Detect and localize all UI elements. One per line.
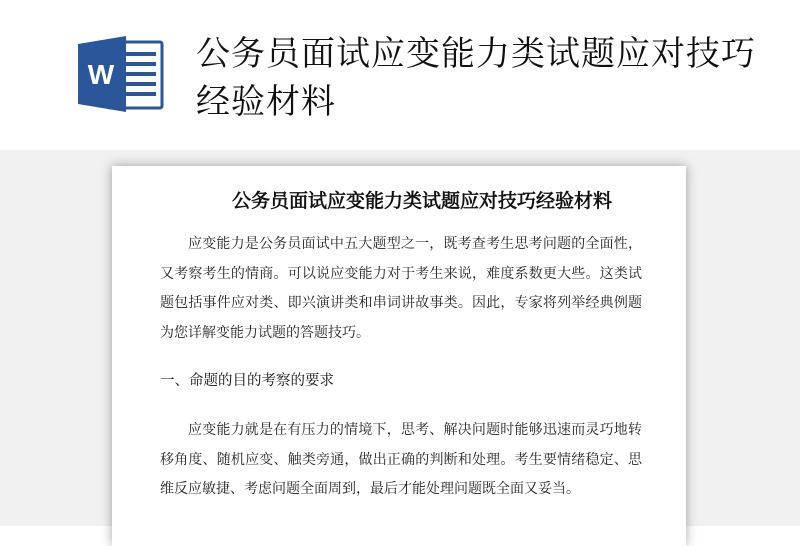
word-document-icon — [78, 34, 164, 114]
paragraph-intro: 应变能力是公务员面试中五大题型之一，既考查考生思考问题的全面性，又考察考生的情商。可以说应变能力对于考生来说，难度系数更大些。这类试题包括事件应对类、即兴演讲类和串词讲故事类。因此，专家将列举经典例题为您详解变能力试题的答题技巧。 — [160, 236, 642, 341]
svg-text:W: W — [87, 59, 115, 90]
paragraph-section1: 应变能力就是在有压力的情境下，思考、解决问题时能够迅速而灵巧地转移角度、随机应变、触类旁通，做出正确的判断和处理。考生要情绪稳定、思维反应敏捷、考虑问题全面周到，最后才能处理问题既全面又妥当。 — [160, 422, 642, 497]
document-page — [112, 166, 686, 546]
section-heading: 一、命题的目的考察的要求 — [160, 373, 334, 389]
header-banner — [0, 0, 800, 150]
page-title: 公务员面试应变能力类试题应对技巧经验材料 — [196, 34, 756, 122]
document-title: 公务员面试应变能力类试题应对技巧经验材料 — [231, 190, 612, 212]
